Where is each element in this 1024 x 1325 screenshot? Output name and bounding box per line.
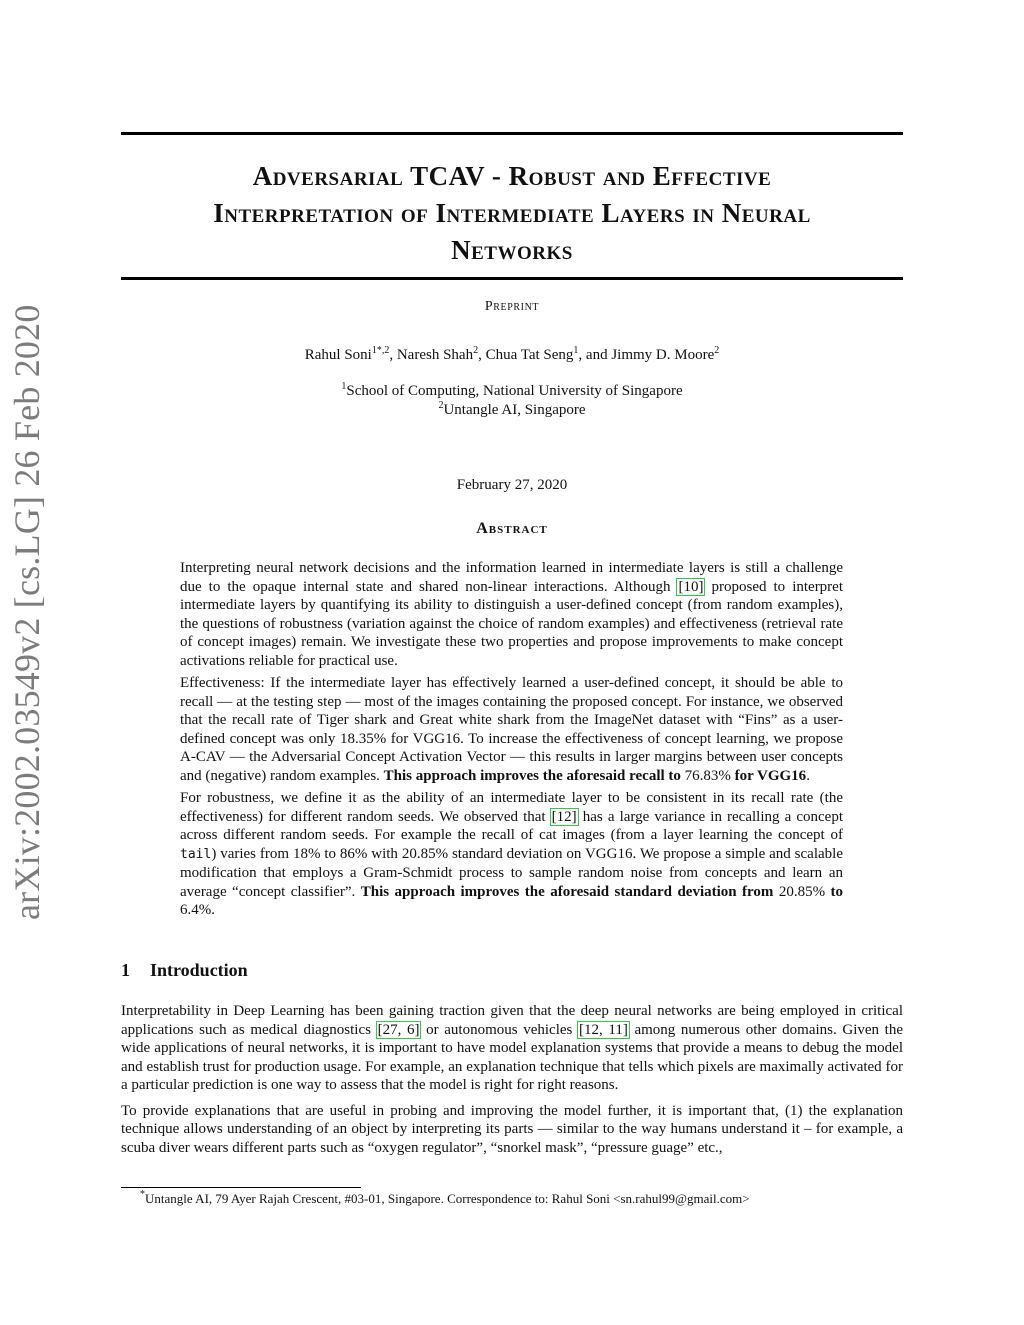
abstract-value: 76.83%: [684, 767, 731, 784]
abstract-text: Effectiveness: If the intermediate layer has effectively learned a user-defined concept, it should be able to recall — at the testing step — most of the images containing the proposed concept. For instance, we observed that the recall rate of Tiger shark and Great white shark from the ImageNet dataset with “Fins” as a user-defined concept was only 18.35% for VGG16. To increase the effectiveness of concept learning, we propose A-CAV — the Adversarial Concept Activation Vector — this results in larger margins between user concepts and (negative) random examples.: [180, 675, 843, 784]
citation-link[interactable]: [10]: [678, 578, 704, 595]
footnote-text: Untangle AI, 79 Ayer Rajah Crescent, #03-01, Singapore. Correspondence to: Rahul Soni <sn.rahul99@gmail.com>: [145, 1191, 750, 1206]
paper-title: [121, 158, 903, 269]
abstract-text: For robustness, we define it as the ability of an intermediate layer to be consistent in its recall rate (the effectiveness) for different random seeds. We observed that: [180, 790, 843, 825]
citation-link[interactable]: [12]: [551, 808, 577, 825]
paper-date: February 27, 2020: [456, 477, 568, 493]
body-text: or autonomous vehicles: [420, 1021, 578, 1038]
abstract-bold-text: This approach improves the aforesaid standard deviation from: [360, 883, 779, 900]
section-number: 1: [121, 960, 130, 980]
title-line: Adversarial TCAV - Robust and Effective: [252, 161, 772, 191]
abstract-text: proposed to interpret intermediate layers by quantifying its ability to distinguish a user-defined concept (from random examples), the questions of robustness (variation against the choice of random examples) and effectiveness (retrieval rate of concept images) remain. We investigate these two properties and propose improvements to make concept activations reliable for practical use.: [180, 578, 844, 669]
affiliation-1: [121, 383, 903, 400]
preprint-label: Preprint: [484, 299, 540, 314]
affiliation-mark: 2: [438, 400, 444, 411]
author-affil-mark: 1: [573, 345, 579, 356]
body-paragraph: [121, 1002, 903, 1095]
introduction-body: [121, 1002, 903, 1164]
abstract-bold-text: for VGG16: [730, 767, 807, 784]
abstract-text: Interpreting neural network decisions and the information learned in intermediate layers is still a challenge due to the opaque internal state and shared non-linear interactions. Although: [180, 560, 843, 595]
author-affil-mark: 2: [473, 345, 479, 356]
affiliation-text: School of Computing, National University of Singapore: [346, 383, 683, 399]
abstract-text: .: [211, 902, 215, 918]
abstract-bold-text: to: [825, 883, 843, 900]
title-rule-bottom: [121, 277, 903, 280]
affiliation-mark: 1: [341, 381, 347, 392]
author-list: [121, 347, 903, 364]
abstract-text: .: [806, 767, 810, 784]
title-rule-top: [121, 132, 903, 135]
arxiv-identifier: arXiv:2002.03549v2 [cs.LG] 26 Feb 2020: [7, 304, 47, 920]
citation-link[interactable]: [12, 11]: [579, 1021, 628, 1038]
affiliation-text: Untangle AI, Singapore: [443, 402, 586, 418]
abstract-paragraph: [180, 789, 843, 920]
title-line: Networks: [451, 235, 573, 265]
abstract-paragraph: [180, 559, 843, 670]
citation-link[interactable]: [27, 6]: [377, 1021, 420, 1038]
abstract-value: 6.4%: [180, 902, 212, 918]
footnote-rule: [121, 1187, 361, 1188]
body-text: Interpretability in Deep Learning has been gaining traction given that the deep neural networks are being employed in critical applications such as medical diagnostics: [121, 1003, 903, 1038]
body-paragraph: To provide explanations that are useful in probing and improving the model further, it is important that, (1) the explanation technique allows understanding of an object by interpreting its parts — similar to the way humans understand it – for example, a scuba diver wears different parts such as “oxygen regulator”, “snorkel mask”, “pressure guage” etc.,: [121, 1102, 903, 1156]
affiliation-2: [121, 402, 903, 419]
author-name: , and Jimmy D. Moore: [578, 347, 715, 363]
footnote-mark: *: [140, 1189, 145, 1200]
author-name: , Chua Tat Seng: [478, 347, 574, 363]
inline-code: tail: [180, 846, 212, 862]
footnote: [140, 1191, 750, 1207]
abstract-text: has a large variance in recalling a concept across different random seeds. For example the recall of cat images (from a layer learning the concept of: [180, 808, 843, 843]
author-name: , Naresh Shah: [389, 347, 474, 363]
author-name: Rahul Soni: [304, 347, 372, 363]
section-title: Introduction: [150, 960, 248, 980]
author-affil-mark: 2: [714, 345, 720, 356]
title-line: Interpretation of Intermediate Layers in Neural: [213, 198, 811, 228]
author-affil-mark: 1*,2: [371, 345, 390, 356]
section-heading-introduction: [121, 960, 248, 981]
abstract-body: [180, 559, 843, 924]
abstract-heading: Abstract: [476, 520, 548, 537]
abstract-value: 20.85%: [778, 883, 826, 900]
body-text: among numerous other domains. Given the wide applications of neural networks, it is important to have model explanation systems that provide a means to debug the model and establish trust for production usage. For example, an explanation technique that tells which pixels are maximally activated for a particular prediction is one way to assess that the model is right for right reasons.: [121, 1021, 903, 1093]
abstract-text: ) varies from 18% to 86% with 20.85% standard deviation on VGG16. We propose a simple and scalable modification that employs a Gram-Schmidt process to sample random noise from concepts and learn an average “concept classifier”.: [180, 845, 843, 900]
abstract-bold-text: This approach improves the aforesaid recall to: [383, 767, 685, 784]
abstract-paragraph: [180, 674, 843, 785]
